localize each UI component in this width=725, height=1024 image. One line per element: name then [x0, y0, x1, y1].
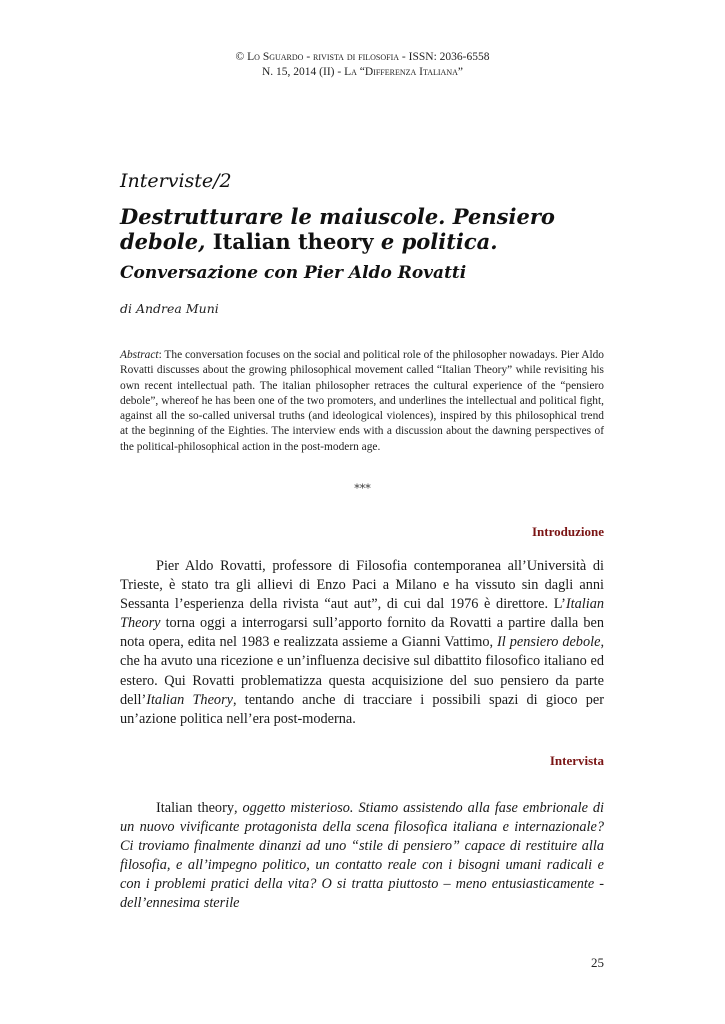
italic-run: Italian Theory	[146, 691, 233, 708]
author-byline: di Andrea Muni	[120, 301, 219, 316]
page-number: 25	[591, 955, 604, 970]
issue-number: N. 15, 2014 (II)	[261, 66, 335, 78]
header-separator: -	[303, 51, 314, 63]
issn: ISSN: 2036-6558	[408, 51, 490, 63]
journal-subtitle: rivista di filosofia	[313, 51, 400, 63]
issue-theme: La “Differenza Italiana”	[344, 66, 463, 78]
title-part-2: Italian theory	[205, 229, 381, 254]
text-run: Italian theory	[156, 800, 234, 816]
italic-run: , oggetto misterioso. Stiamo assistendo alla fase embrionale di un nuovo vivificante protagonista della scena filosofica italiana e internazionale? Ci troviamo finalmente dinanzi ad uno “stile di pensiero” capace di restituire alla filosofia, e all’impegno politico, un contatto reale con i bisogni umani radicali e con i problemi pratici della vita? O si tratta piuttosto – meno entusiasticamente - dell’ennesima sterile	[120, 800, 604, 912]
article-title	[120, 204, 610, 254]
header-separator: -	[334, 66, 345, 78]
text-run: , che ha avuto una ricezione e un’influenza decisive sul dibattito filosofico italiano ed estero. Qui Rovatti problematizza questa acquisizione del suo pensiero da parte dell’	[120, 634, 605, 708]
article-subtitle: Conversazione con Pier Aldo Rovatti	[120, 263, 467, 283]
section-label: Interviste/2	[120, 170, 232, 192]
title-part-3: e politica.	[380, 229, 498, 254]
header-line-1	[0, 50, 725, 65]
text-run: torna oggi a interrogarsi sull’apporto fornito da Rovatti a partire dalla ben nota opera, edita nel 1983 e realizzata assieme a Gianni Vattimo,	[120, 615, 604, 651]
italic-run: Italian Theory	[120, 596, 604, 632]
text-run: , tentando anche di tracciare i possibili spazi di gioco per un’azione politica nell’era post-moderna.	[120, 691, 604, 727]
journal-name: Lo Sguardo	[247, 51, 304, 63]
abstract-label: Abstract	[120, 349, 159, 361]
text-run: Pier Aldo Rovatti, professore di Filosofia contemporanea all’Università di Trieste, è stato tra gli allievi di Enzo Paci a Milano e ha vissuto sin dagli anni Sessanta l’esperienza della rivista “aut aut”, di cui dal 1976 è direttore. L’	[120, 558, 604, 613]
header-separator: -	[399, 51, 409, 63]
section-separator: ***	[354, 482, 371, 495]
abstract-text: : The conversation focuses on the social and political role of the philosopher nowadays. Pier Aldo Rovatti discusses about the growing philosophical movement called “Italian Theory” while revisiting his own recent intellectual path. The italian philosopher retraces the cultural experience of the “pensiero debole”, whereof he has been one of the two promoters, and underlines the intellectual and political fight, against all the so-called universal truths (and ideological violences), inspired by this philosophical trend at the beginning of the Eighties. The interview ends with a discussion about the dawning perspectives of the political-philosophical action in the post-modern age.	[120, 349, 604, 453]
running-header	[0, 50, 725, 80]
heading-introduzione: Introduzione	[532, 524, 604, 539]
copyright-symbol: ©	[235, 51, 245, 63]
title-part-1: Destrutturare le maiuscole. Pensiero debole,	[120, 204, 555, 254]
heading-intervista: Intervista	[549, 753, 604, 768]
intervista-question	[120, 799, 604, 914]
header-line-2	[0, 65, 725, 80]
abstract	[120, 348, 604, 455]
introduzione-paragraph	[120, 557, 604, 729]
italic-run: Il pensiero debole	[497, 634, 601, 651]
